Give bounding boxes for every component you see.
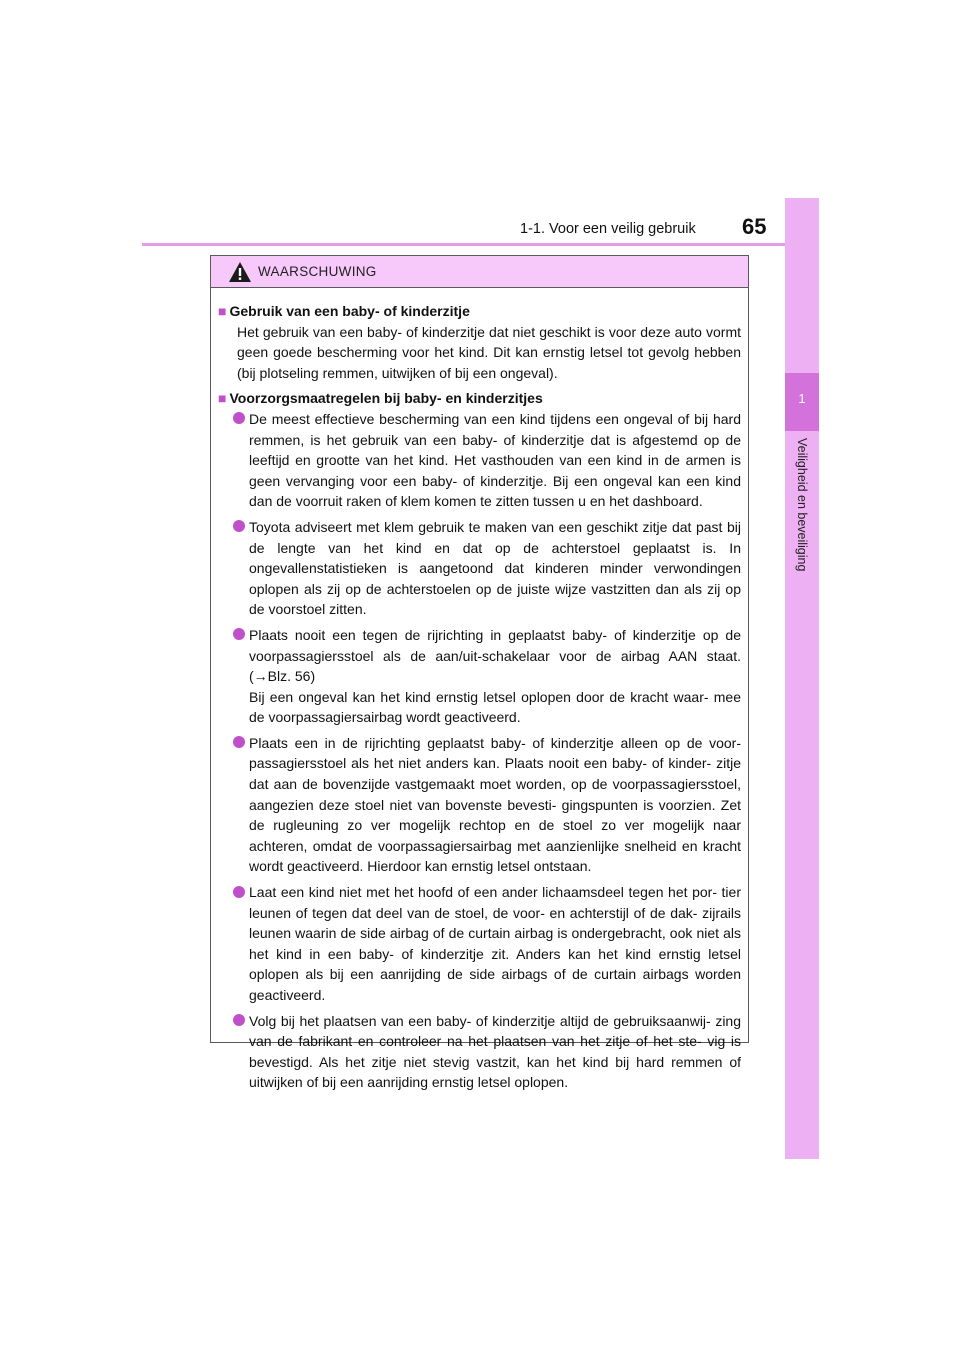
warning-triangle-icon xyxy=(228,261,252,283)
round-bullet-icon xyxy=(233,412,245,424)
header-rule xyxy=(142,243,819,246)
bullet-extra-text: Bij een ongeval kan het kind ernstig letsel oplopen door de kracht waar- mee de voorpassagiersairbag wordt geactiveerd. xyxy=(249,688,741,726)
list-item: Plaats een in de rijrichting geplaatst baby- of kinderzitje alleen op de voor- passagiersstoel als het niet anders kan. Plaats nooit een baby- of kinder- zitje dat aan de bovenzijde vastgemaakt moet worden, op de voorpassagiersstoel, aangezien deze stoel niet van bovenste bevesti- gingspunten is voorzien. Zet de rugleuning zo ver mogelijk rechtop en de stoel zo ver mogelijk naar achteren, omdat de voorpassagiersairbag met aanzienlijke snelheid en kracht wordt geactiveerd. Hierdoor kan ernstig letsel ontstaan. xyxy=(218,733,741,877)
bullet-text: Plaats nooit een tegen de rijrichting in geplaatst baby- of kinderzitje op de voorpassagiersstoel als de aan/uit-schakelaar voor de airbag AAN staat. (→Blz. 56) xyxy=(249,626,741,685)
warning-body xyxy=(211,288,748,1093)
page-number: 65 xyxy=(742,214,767,239)
list-item: De meest effectieve bescherming van een kind tijdens een ongeval of bij hard remmen, is het gebruik van een baby- of kinderzitje dat is afgestemd op de leeftijd en grootte van het kind. Het vasthouden van een kind in de armen is geen vervanging voor een baby- of kinderzitje. Bij een ongeval kan een kind dan de voorruit raken of klem komen te zitten tussen u en het dashboard. xyxy=(218,409,741,512)
list-item xyxy=(218,625,741,728)
round-bullet-icon xyxy=(233,1014,245,1026)
chapter-number: 1 xyxy=(798,391,806,406)
section-title: 1-1. Voor een veilig gebruik xyxy=(520,221,696,237)
square-bullet-icon: ■ xyxy=(218,390,227,407)
round-bullet-icon xyxy=(233,520,245,532)
list-item: Laat een kind niet met het hoofd of een ander lichaamsdeel tegen het por- tier leunen of tegen dat deel van de stoel, de voor- en achterstijl of de dak- zijrails leunen waarin de side airbag of de curtain airbag is ondergebracht, ook niet als het kind in een baby- of kinderzitje zit. Anders kan het kind ernstig letsel oplopen als bij een aanrijding de side airbags of de curtain airbags worden geactiveerd. xyxy=(218,882,741,1006)
list-item: Volg bij het plaatsen van een baby- of kinderzitje altijd de gebruiksaanwij- zing van de fabrikant en controleer na het plaatsen van het zitje of het ste- vig is bevestigd. Als het zitje niet stevig vastzit, kan het kind bij hard remmen of uitwijken of bij een aanrijding ernstig letsel oplopen. xyxy=(218,1011,741,1093)
round-bullet-icon xyxy=(233,736,245,748)
chapter-side-tab xyxy=(785,198,819,1159)
chapter-label: Veiligheid en beveiliging xyxy=(795,438,809,572)
subsection-heading-child-seat: ■ Gebruik van een baby- of kinderzitje xyxy=(218,303,470,319)
list-item: Toyota adviseert met klem gebruik te maken van een geschikt zitje dat past bij de lengte van het kind en dat op de achterstoel geplaatst is. In ongevallenstatistieken is aangetoond dat kinderen minder verwondingen oplopen als zij op de achterstoelen op de juiste wijze vastzitten dan als zij op de voorstoel zitten. xyxy=(218,517,741,620)
round-bullet-icon xyxy=(233,628,245,640)
warning-title: WAARSCHUWING xyxy=(258,264,377,279)
warning-box xyxy=(210,255,749,1091)
warning-header xyxy=(211,256,748,288)
paragraph-child-seat: Het gebruik van een baby- of kinderzitje dat niet geschikt is voor deze auto vormt geen goede bescherming voor het kind. Dit kan ernstig letsel tot gevolg hebben (bij plotseling remmen, uitwijken of bij een ongeval). xyxy=(237,323,741,381)
subsection-heading-precautions: ■ Voorzorgsmaatregelen bij baby- en kinderzitjes xyxy=(218,390,543,407)
round-bullet-icon xyxy=(233,886,245,898)
square-bullet-icon: ■ xyxy=(218,303,227,319)
